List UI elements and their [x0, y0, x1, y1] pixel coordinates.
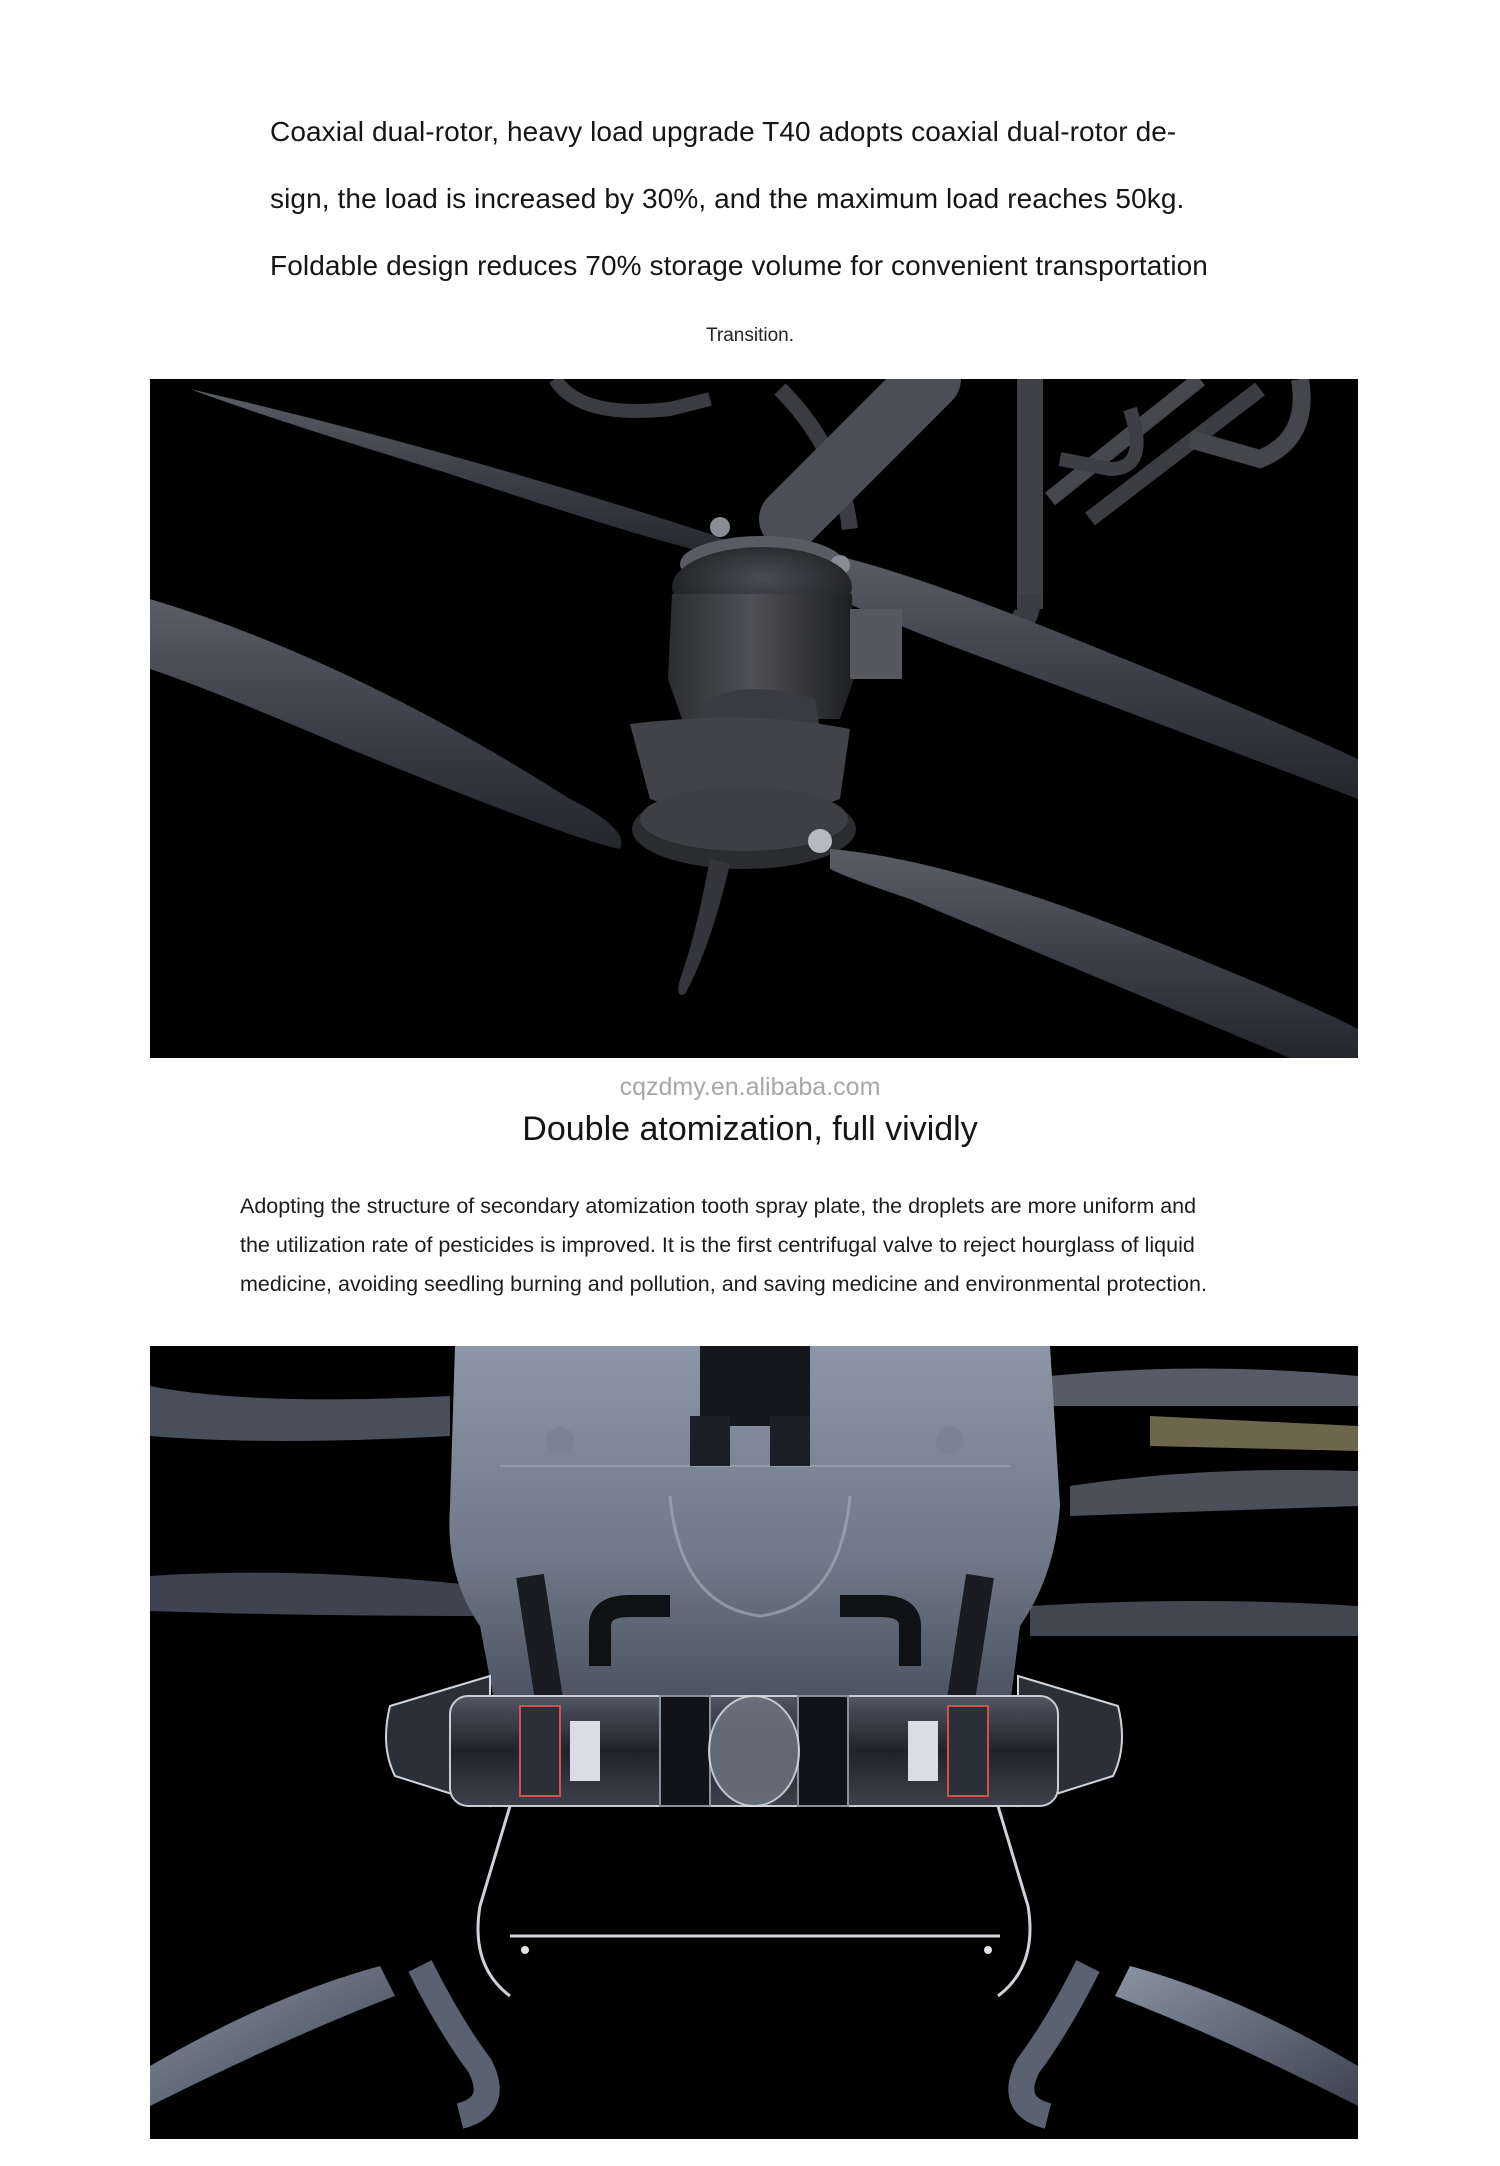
intro-paragraph	[270, 98, 1270, 299]
transition-caption: Transition.	[706, 325, 794, 346]
section-description	[240, 1187, 1320, 1304]
section-line-2: the utilization rate of pesticides is improved. It is the first centrifugal valve to reject hourglass of liquid	[240, 1233, 1195, 1257]
atomization-photo	[150, 1346, 1358, 2139]
intro-line-3: Foldable design reduces 70% storage volume for convenient transportation	[270, 250, 1208, 281]
section-title: Double atomization, full vividly	[522, 1110, 978, 1148]
section-line-1: Adopting the structure of secondary atomization tooth spray plate, the droplets are more uniform and	[240, 1194, 1197, 1218]
section-line-3: medicine, avoiding seedling burning and pollution, and saving medicine and environmental protection.	[240, 1272, 1207, 1296]
coaxial-rotor-photo	[150, 379, 1358, 1058]
intro-line-1: Coaxial dual-rotor, heavy load upgrade T40 adopts coaxial dual-rotor de-	[270, 116, 1177, 147]
intro-line-2: sign, the load is increased by 30%, and the maximum load reaches 50kg.	[270, 183, 1185, 214]
watermark: cqzdmy.en.alibaba.com	[619, 1073, 881, 1101]
